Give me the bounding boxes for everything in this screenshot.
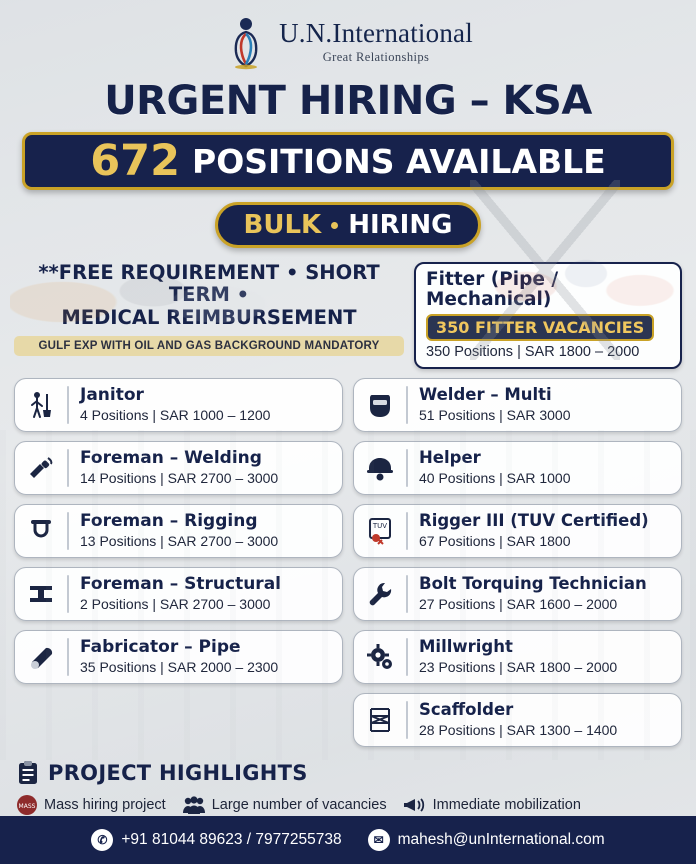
- janitor-mop-icon: [24, 388, 58, 422]
- project-highlights-items: [16, 794, 680, 816]
- job-meta: 4 Positions | SAR 1000 – 1200: [80, 407, 271, 424]
- job-title: Janitor: [80, 385, 144, 406]
- project-highlights-section: [16, 760, 680, 816]
- job-title: Scaffolder: [419, 700, 514, 720]
- envelope-icon: ✉: [368, 829, 390, 851]
- brand-tagline: Great Relationships: [322, 49, 430, 64]
- highlight-item: [16, 794, 166, 816]
- job-title: Welder – Multi: [419, 385, 552, 405]
- footer-email[interactable]: [368, 829, 605, 851]
- email-address: mahesh@unInternational.com: [397, 831, 605, 848]
- job-title: Millwright: [419, 637, 513, 657]
- featured-job-title: Fitter (Pipe / Mechanical): [426, 269, 559, 311]
- background-workers: [476, 215, 676, 345]
- project-highlights-title: PROJECT HIGHLIGHTS: [48, 760, 308, 785]
- job-meta: 28 Positions | SAR 1300 – 1400: [419, 722, 618, 739]
- job-card-welder-multi: [353, 378, 682, 432]
- job-meta: 23 Positions | SAR 1800 – 2000: [419, 659, 618, 676]
- hiring-label: HIRING: [348, 210, 453, 240]
- highlight-label: Immediate mobilization: [432, 796, 581, 813]
- bulk-label: BULK: [243, 210, 322, 240]
- people-group-icon: [182, 795, 206, 815]
- job-meta: 51 Positions | SAR 3000: [419, 407, 571, 424]
- job-meta: 67 Positions | SAR 1800: [419, 533, 571, 550]
- job-title: Rigger III (TUV Certified): [419, 511, 649, 531]
- job-card-janitor: [14, 378, 343, 432]
- featured-job-meta: 350 Positions | SAR 1800 – 2000: [426, 343, 640, 360]
- phone-icon: ✆: [91, 829, 113, 851]
- phone-number: +91 81044 89623 / 7977255738: [121, 831, 342, 848]
- job-title: Foreman – Welding: [80, 448, 262, 469]
- footer-phone[interactable]: [91, 829, 341, 851]
- page-title: URGENT HIRING – KSA: [104, 78, 592, 124]
- perks-line-1: **FREE REQUIREMENT • SHORT TERM •: [38, 261, 380, 307]
- highlight-label: Mass hiring project: [44, 796, 166, 813]
- job-meta: 2 Positions | SAR 2700 – 3000: [80, 596, 271, 613]
- positions-count: 672: [90, 135, 181, 186]
- svg-text:TUV: TUV: [372, 521, 388, 530]
- job-meta: 27 Positions | SAR 1600 – 2000: [419, 596, 618, 613]
- separator-dot-icon: [331, 222, 338, 229]
- positions-label: POSITIONS AVAILABLE: [192, 141, 606, 181]
- card-divider: [67, 386, 69, 424]
- perks-line-2: MEDICAL REIMBURSEMENT: [61, 305, 357, 329]
- welding-helmet-icon: [363, 388, 397, 422]
- highlight-label: Large number of vacancies: [211, 796, 387, 813]
- background-helmets: [10, 225, 270, 335]
- card-divider: [406, 386, 408, 424]
- clipboard-icon: [16, 760, 40, 786]
- background-pipes: [0, 430, 696, 760]
- brand-name: U.N.International: [279, 17, 473, 48]
- contact-footer: [0, 816, 696, 864]
- svg-text:MASS: MASS: [18, 802, 36, 810]
- person-logo-icon: [223, 14, 269, 70]
- job-meta: 35 Positions | SAR 2000 – 2300: [80, 659, 279, 676]
- highlight-item: [403, 795, 581, 815]
- job-title: Foreman – Rigging: [80, 511, 258, 532]
- brand-header: [0, 0, 696, 70]
- job-title: Helper: [419, 448, 481, 468]
- job-meta: 13 Positions | SAR 2700 – 3000: [80, 533, 279, 550]
- mass-hiring-icon: [16, 794, 38, 816]
- job-title: Foreman – Structural: [80, 574, 281, 595]
- project-highlights-header: [16, 760, 680, 786]
- featured-job-badge: 350 FITTER VACANCIES: [426, 314, 654, 341]
- job-title: Bolt Torquing Technician: [419, 574, 647, 594]
- megaphone-icon: [403, 795, 427, 815]
- highlight-item: [182, 795, 387, 815]
- experience-requirement-strip: GULF EXP WITH OIL AND GAS BACKGROUND MANDATORY: [14, 336, 404, 356]
- job-meta: 14 Positions | SAR 2700 – 3000: [80, 470, 279, 487]
- job-meta: 40 Positions | SAR 1000: [419, 470, 571, 487]
- job-title: Fabricator – Pipe: [80, 637, 241, 658]
